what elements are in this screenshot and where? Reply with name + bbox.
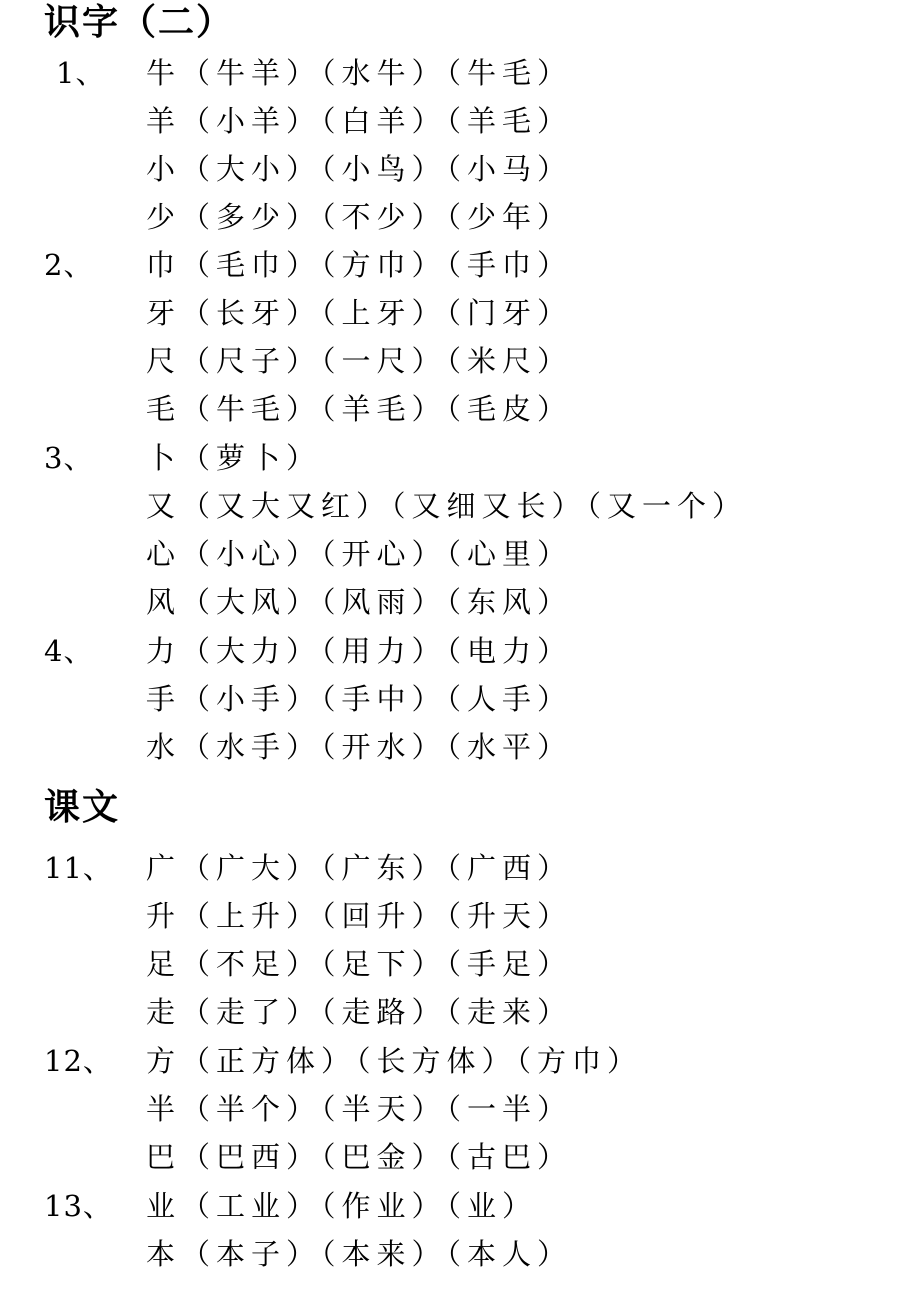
- list-item: [0, 631, 920, 671]
- word-line: 尺（尺子）（一尺）（米尺）: [146, 344, 573, 378]
- list-item: [0, 1137, 920, 1177]
- word-line: 升（上升）（回升）（升天）: [146, 899, 573, 933]
- word-line: 牙（长牙）（上牙）（门牙）: [146, 296, 573, 330]
- group-number: 3、: [44, 441, 94, 475]
- word-line: 牛（牛羊）（水牛）（牛毛）: [146, 56, 573, 90]
- group-number: 1、: [56, 56, 106, 90]
- group-number: 4、: [44, 634, 94, 668]
- list-item: [0, 1089, 920, 1129]
- list-item: [0, 197, 920, 237]
- list-item: [0, 389, 920, 429]
- group-number: 12、: [44, 1044, 113, 1078]
- word-line: 小（大小）（小鸟）（小马）: [146, 152, 573, 186]
- group-number: 11、: [44, 851, 113, 885]
- word-line: 力（大力）（用力）（电力）: [146, 634, 573, 668]
- word-line: 心（小心）（开心）（心里）: [146, 537, 573, 571]
- group-number: 13、: [44, 1189, 113, 1223]
- word-line: 手（小手）（手中）（人手）: [146, 682, 573, 716]
- word-line: 本（本子）（本来）（本人）: [146, 1237, 573, 1271]
- word-line: 风（大风）（风雨）（东风）: [146, 585, 573, 619]
- word-line: 方（正方体）（长方体）（方巾）: [146, 1044, 643, 1078]
- list-item: [0, 486, 920, 526]
- list-item: [0, 679, 920, 719]
- list-item: [0, 582, 920, 622]
- list-item: [0, 848, 920, 888]
- word-line: 足（不足）（足下）（手足）: [146, 947, 573, 981]
- word-line: 半（半个）（半天）（一半）: [146, 1092, 573, 1126]
- list-item: [0, 53, 920, 93]
- word-line: 广（广大）（广东）（广西）: [146, 851, 573, 885]
- word-line: 走（走了）（走路）（走来）: [146, 995, 573, 1029]
- word-line: 水（水手）（开水）（水平）: [146, 730, 573, 764]
- section-title-kewen: 课文: [44, 787, 121, 828]
- word-line: 巾（毛巾）（方巾）（手巾）: [146, 248, 573, 282]
- section-title-shizi: 识字（二）: [44, 2, 235, 43]
- list-item: [0, 149, 920, 189]
- list-item: [0, 992, 920, 1032]
- list-item: [0, 438, 920, 478]
- list-item: [0, 727, 920, 767]
- list-item: [0, 1186, 920, 1226]
- word-line: 业（工业）（作业）（业）: [146, 1189, 538, 1223]
- list-item: [0, 1234, 920, 1274]
- list-item: [0, 896, 920, 936]
- list-item: [0, 534, 920, 574]
- list-item: [0, 341, 920, 381]
- list-item: [0, 1041, 920, 1081]
- list-item: [0, 293, 920, 333]
- list-item: [0, 245, 920, 285]
- list-item: [0, 101, 920, 141]
- group-number: 2、: [44, 248, 94, 282]
- list-item: [0, 944, 920, 984]
- word-line: 羊（小羊）（白羊）（羊毛）: [146, 104, 573, 138]
- word-line: 卜（萝卜）: [146, 441, 322, 475]
- word-line: 又（又大又红）（又细又长）（又一个）: [146, 489, 748, 523]
- word-line: 巴（巴西）（巴金）（古巴）: [146, 1140, 573, 1174]
- word-line: 毛（牛毛）（羊毛）（毛皮）: [146, 392, 573, 426]
- word-line: 少（多少）（不少）（少年）: [146, 200, 573, 234]
